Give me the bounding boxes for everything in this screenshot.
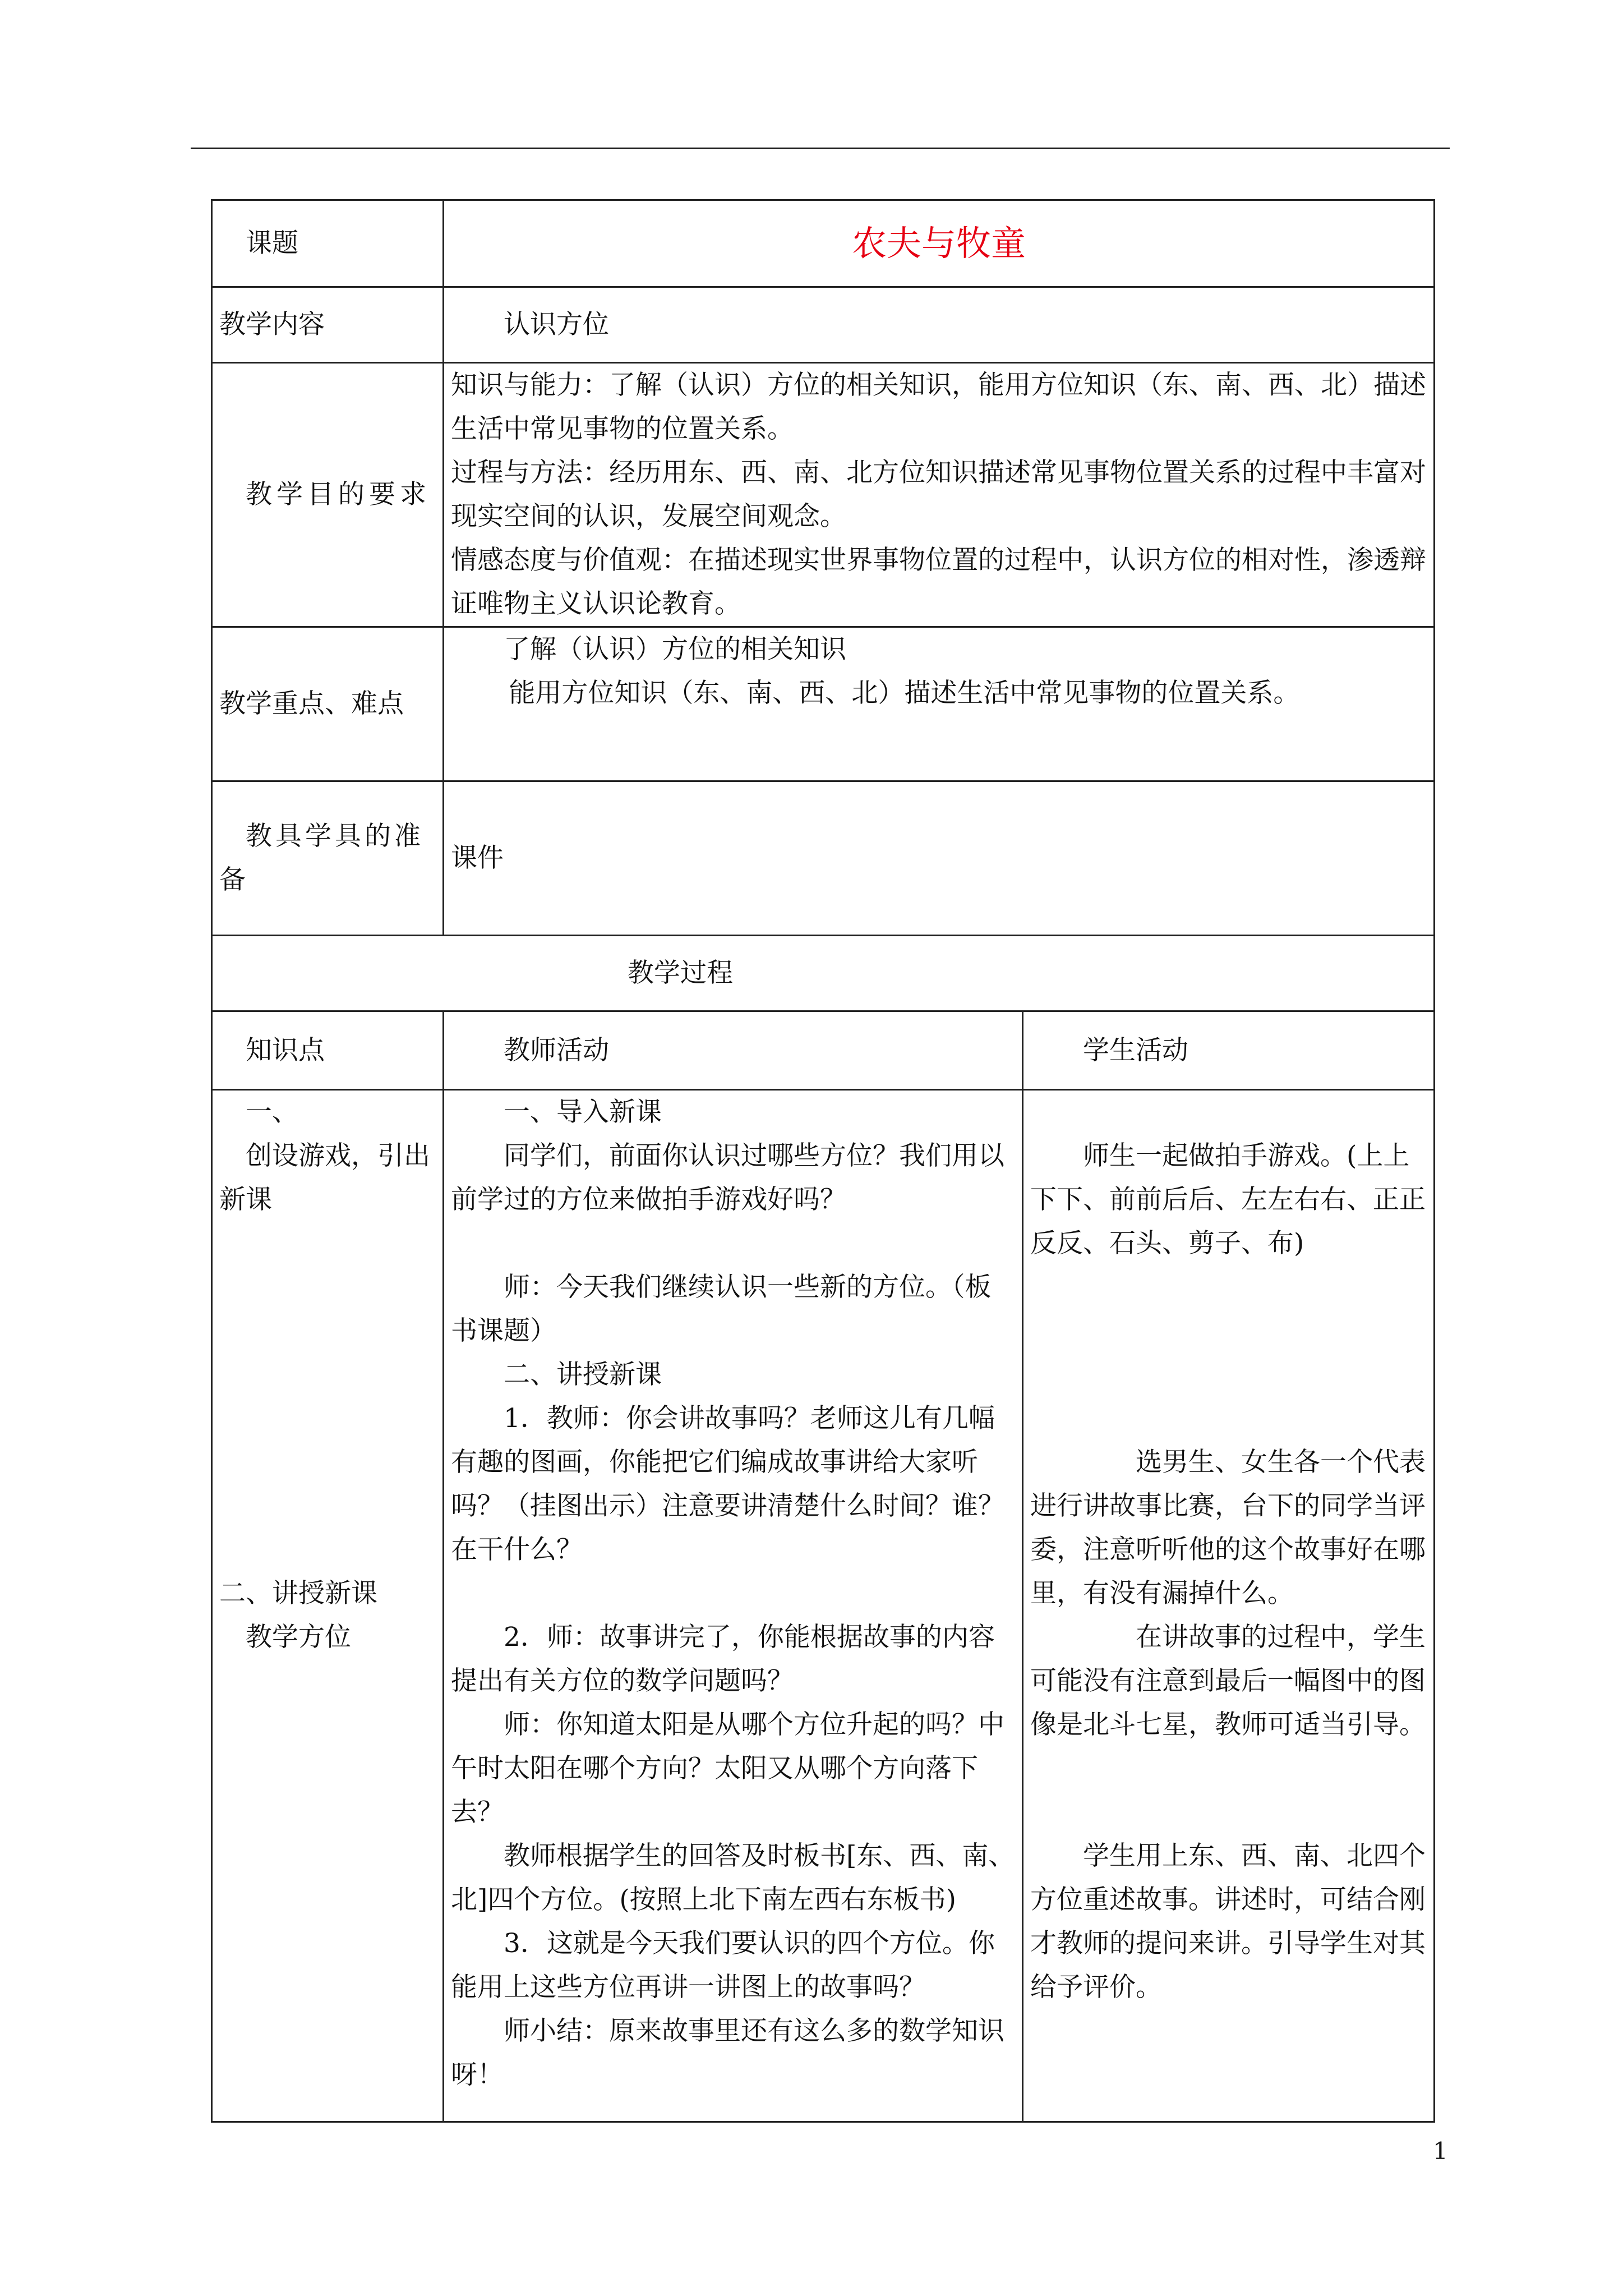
student-activity-1: 师生一起做拍手游戏。(上上下下、前前后后、左左右右、正正反反、石头、剪子、布) [1030,1140,1426,1259]
teacher-step-8: 教师根据学生的回答及时板书[东、西、南、北]四个方位。(按照上北下南左西右东板书) [451,1841,1015,1915]
row-title [212,200,1435,287]
row-column-headers [212,1011,1435,1090]
content-value: 认识方位 [444,287,1435,363]
row-process-body [212,1090,1435,2122]
kp2-sub: 教学方位 [246,1622,351,1653]
keypoints-label: 教学重点、难点 [212,627,444,781]
page-number: 1 [1433,2137,1448,2165]
student-activity-4: 学生用上东、西、南、北四个方位重述故事。讲述时，可结合刚才教师的提问来讲。引导学生对其给予评价。 [1030,1841,1426,2003]
keypoint-2: 能用方位知识（东、南、西、北）描述生活中常见事物的位置关系。 [509,678,1300,708]
content-label: 教学内容 [212,287,444,363]
student-activity-2: 选男生、女生各一个代表进行讲故事比赛，台下的同学当评委，注意听听他的这个故事好在哪里，有没有漏掉什么。 [1030,1447,1426,1609]
teacher-step-9: 3．这就是今天我们要认识的四个方位。你能用上这些方位再讲一讲图上的故事吗？ [451,1928,995,2003]
student-cell [1023,1090,1435,2122]
knowledge-cell [212,1090,444,2122]
teacher-cell [444,1090,1023,2122]
goal-process: 过程与方法：经历用东、西、南、北方位知识描述常见事物位置关系的过程中丰富对现实空间的认识，发展空间观念。 [451,457,1426,532]
lesson-plan-table [211,199,1435,2123]
row-keypoints [212,627,1435,781]
title-label: 课题 [212,200,444,287]
col-header-knowledge: 知识点 [212,1011,444,1090]
kp1-number: 一、 [246,1097,298,1128]
row-content [212,287,1435,363]
row-process-header [212,936,1435,1011]
kp1-text: 创设游戏，引出新课 [219,1140,430,1215]
process-header [212,936,1435,1011]
lesson-title: 农夫与牧童 [852,223,1026,264]
tools-label: 教具学具的准备 [219,821,424,895]
tools-value: 课件 [444,781,1435,936]
teacher-step-10: 师小结：原来故事里还有这么多的数学知识呀！ [451,2016,1004,2090]
teacher-step-1: 一、导入新课 [504,1097,662,1128]
kp2-title: 二、讲授新课 [219,1578,377,1609]
col-header-student: 学生活动 [1023,1011,1435,1090]
teacher-step-3: 师：今天我们继续认识一些新的方位。（板书课题） [451,1272,992,1346]
teacher-step-7: 师：你知道太阳是从哪个方位升起的吗？中午时太阳在哪个方向？太阳又从哪个方向落下去？ [451,1709,1004,1828]
row-tools [212,781,1435,936]
goals-cell [444,363,1435,627]
header-rule [191,148,1450,149]
keypoints-cell [444,627,1435,781]
teacher-step-6: 2．师：故事讲完了，你能根据故事的内容提出有关方位的数学问题吗？ [451,1622,995,1696]
goals-label: 教学目的要求 [246,479,431,510]
teacher-step-2: 同学们，前面你认识过哪些方位？我们用以前学过的方位来做拍手游戏好吗？ [451,1140,1004,1215]
goal-knowledge: 知识与能力：了解（认识）方位的相关知识，能用方位知识（东、南、西、北）描述生活中常见事物的位置关系。 [451,370,1426,444]
keypoint-1: 了解（认识）方位的相关知识 [504,634,846,665]
teacher-step-5: 1．教师：你会讲故事吗？老师这儿有几幅有趣的图画，你能把它们编成故事讲给大家听吗？（挂图出示）注意要讲清楚什么时间？谁？在干什么？ [451,1403,1004,1565]
teacher-step-4: 二、讲授新课 [504,1359,662,1390]
goal-attitude: 情感态度与价值观：在描述现实世界事物位置的过程中，认识方位的相对性，渗透辩证唯物主义认识论教育。 [451,545,1426,619]
col-header-teacher: 教师活动 [444,1011,1023,1090]
student-activity-3: 在讲故事的过程中，学生可能没有注意到最后一幅图中的图像是北斗七星，教师可适当引导。 [1030,1622,1426,1740]
row-goals [212,363,1435,627]
process-header-text: 教学过程 [628,958,733,988]
